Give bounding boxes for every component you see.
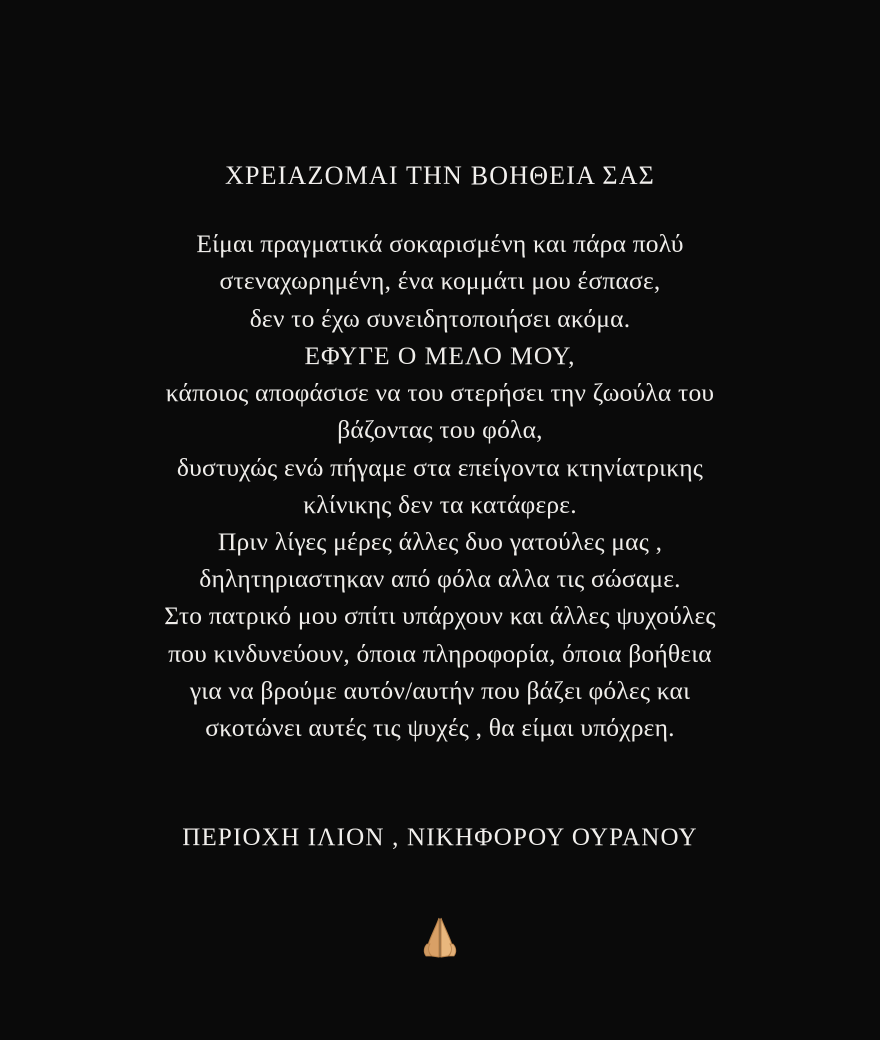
body-line: Είμαι πραγματικά σοκαρισμένη και πάρα πολύ: [196, 229, 684, 259]
body-line: δηλητηριαστηκαν από φόλα αλλα τις σώσαμε.: [199, 564, 681, 594]
folded-hands-icon: [418, 914, 462, 984]
body-line: κάποιος αποφάσισε να του στερήσει την ζωούλα του: [165, 378, 715, 408]
body-line: Στο πατρικό μου σπίτι υπάρχουν και άλλες ψυχούλες: [164, 601, 716, 631]
body-line: δεν το έχω συνειδητοποιήσει ακόμα.: [249, 303, 631, 333]
post-location: ΠΕΡΙΟΧΗ ΙΛΙΟΝ , ΝΙΚΗΦΟΡΟΥ ΟΥΡΑΝΟΥ: [182, 824, 698, 852]
body-line: κλίνικης δεν τα κατάφερε.: [303, 489, 577, 519]
post-heading: ΧΡΕΙΑΖΟΜΑΙ ΤΗΝ ΒΟΗΘΕΙΑ ΣΑΣ: [224, 161, 656, 190]
body-line: για να βρούμε αυτόν/αυτήν που βάζει φόλες και: [189, 675, 691, 705]
body-line: σκοτώνει αυτές τις ψυχές , θα είμαι υπόχρεη.: [205, 713, 675, 743]
post-body: [60, 225, 820, 746]
body-line: στεναχωρημένη, ένα κομμάτι μου έσπασε,: [219, 266, 661, 296]
body-line: δυστυχώς ενώ πήγαμε στα επείγοντα κτηνίατρικης: [176, 452, 704, 482]
body-line: Πριν λίγες μέρες άλλες δυο γατούλες μας ,: [217, 526, 663, 556]
emoji-row: [418, 914, 462, 970]
body-line: που κινδυνεύουν, όποια πληροφορία, όποια βοήθεια: [168, 638, 712, 668]
body-line: βάζοντας του φόλα,: [337, 415, 543, 445]
body-line-emphasis: ΕΦΥΓΕ Ο ΜΕΛΟ ΜΟΥ,: [304, 340, 576, 370]
